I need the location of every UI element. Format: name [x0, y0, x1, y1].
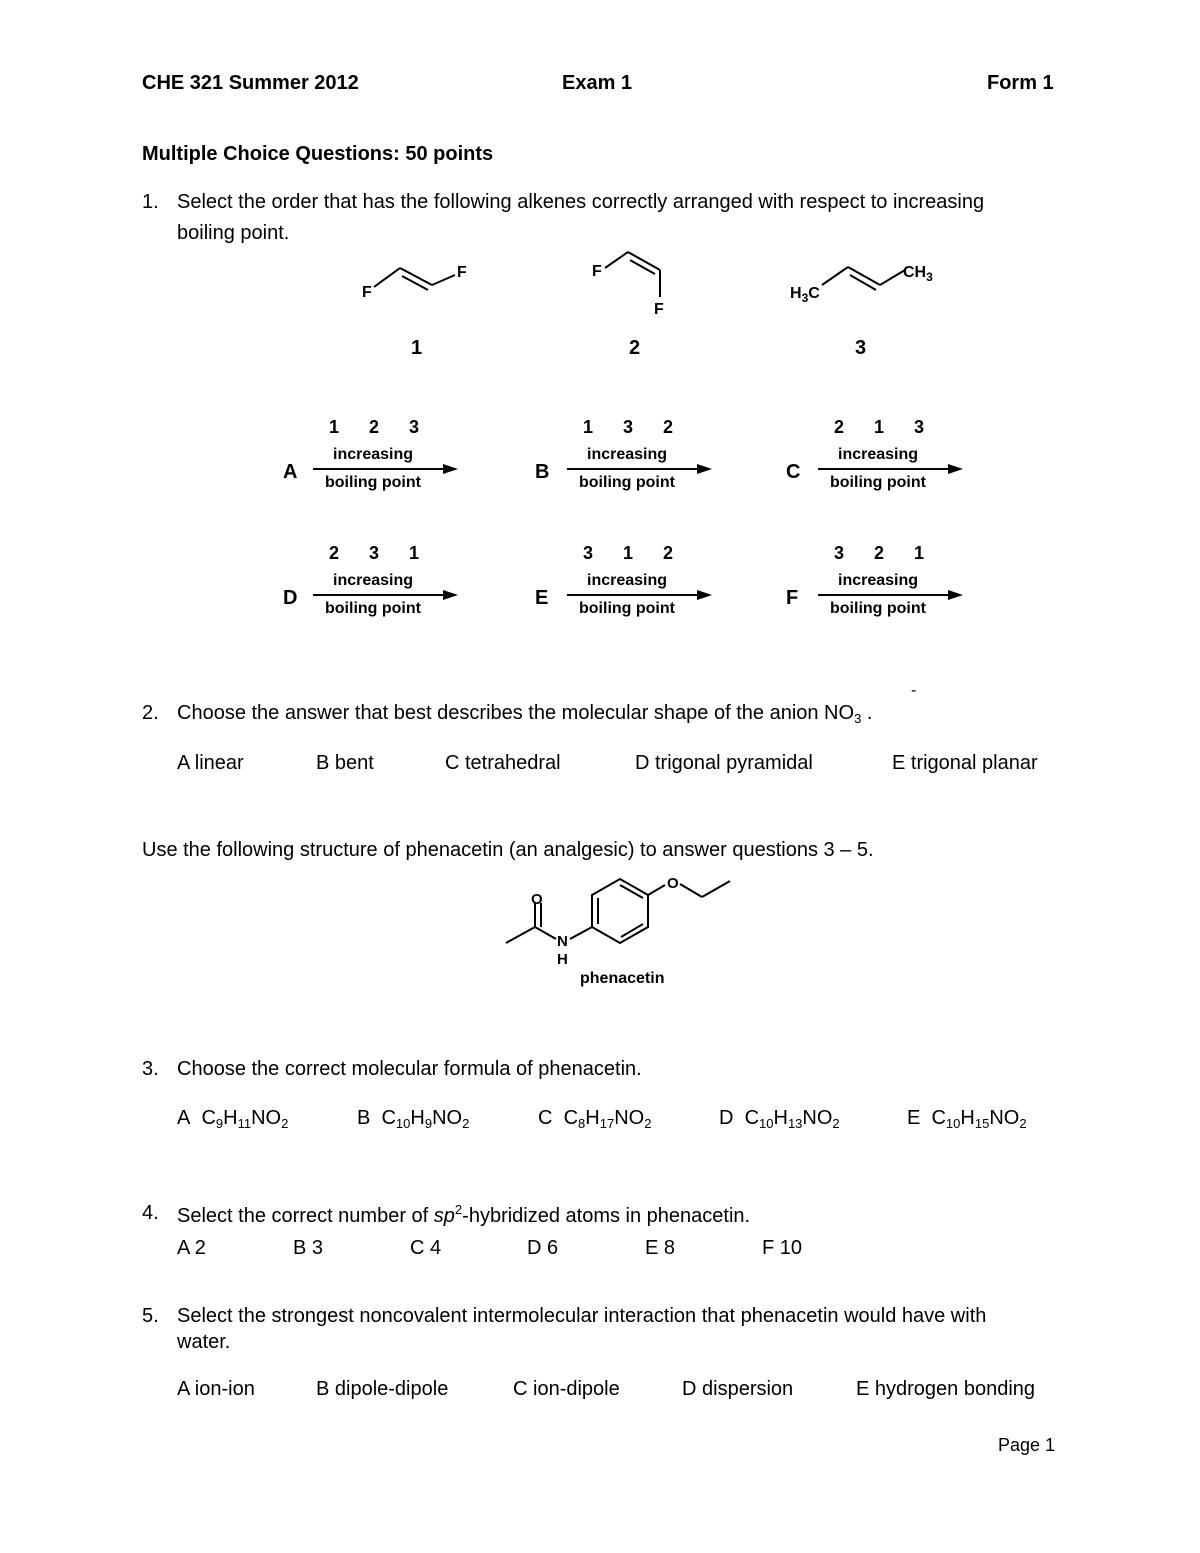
q5-text-line1: Select the strongest noncovalent intermolecular interaction that phenacetin would have with: [177, 1305, 987, 1327]
formula-h-count: 17: [599, 1116, 615, 1131]
order-third: 3: [409, 417, 420, 437]
order-third: 2: [663, 543, 674, 563]
order-first: 1: [329, 417, 340, 437]
phenacetin-atom-o-ether: O: [667, 875, 679, 892]
arrow-label-bottom: boiling point: [579, 600, 675, 617]
molecule-3-atom-ch3: $CH_3$: [903, 264, 933, 284]
formula-h: H: [773, 1107, 788, 1129]
phenacetin-atom-h: H: [557, 951, 568, 968]
q3-option-b[interactable]: [357, 1107, 469, 1131]
q3-option-e[interactable]: [907, 1107, 1027, 1131]
q5-option-e[interactable]: E hydrogen bonding: [856, 1378, 1036, 1400]
q1-option-b[interactable]: [535, 417, 725, 497]
q5-option-d[interactable]: D dispersion: [682, 1378, 794, 1400]
option-letter: C: [786, 461, 801, 483]
q2-text-body: Choose the answer that best describes the molecular shape of the anion NO: [177, 702, 855, 724]
q5-option-b[interactable]: B dipole-dipole: [316, 1378, 449, 1400]
formula-no: NO: [432, 1107, 463, 1129]
q5-text-line2: water.: [177, 1331, 231, 1353]
q4-option-d[interactable]: D 6: [527, 1237, 559, 1259]
q1-option-d[interactable]: [283, 543, 473, 623]
formula-c-count: 10: [759, 1116, 774, 1131]
q4-option-c[interactable]: C 4: [410, 1237, 442, 1259]
q1-option-f[interactable]: [786, 543, 976, 623]
order-second: 2: [369, 417, 380, 437]
order-third: 1: [409, 543, 420, 563]
arrow-label-top: increasing: [587, 572, 668, 589]
order-second: 3: [369, 543, 380, 563]
q4-text-after: -hybridized atoms in phenacetin.: [462, 1205, 751, 1227]
arrow-label-top: increasing: [333, 572, 414, 589]
q4-number: 4.: [142, 1202, 159, 1224]
q2-text-end: .: [861, 702, 873, 724]
formula-o-count: 2: [832, 1116, 840, 1131]
order-second: 1: [874, 417, 885, 437]
formula-c: C: [744, 1107, 760, 1129]
arrow-label-top: increasing: [333, 446, 414, 463]
option-letter: C: [538, 1107, 553, 1129]
phenacetin-atom-o: O: [531, 891, 543, 908]
order-second: 2: [874, 543, 885, 563]
formula-h: H: [410, 1107, 425, 1129]
formula-c-count: 10: [395, 1116, 411, 1131]
molecule-2-atom-f-top: F: [592, 263, 602, 280]
q4-text-before: Select the correct number of: [177, 1205, 434, 1227]
formula-no: NO: [989, 1107, 1020, 1129]
arrow-label-bottom: boiling point: [325, 600, 421, 617]
formula-h: H: [585, 1107, 600, 1129]
q4-superscript: 2: [454, 1202, 463, 1217]
formula-no: NO: [614, 1107, 645, 1129]
order-third: 3: [914, 417, 925, 437]
molecule-2-atom-f-bottom: F: [654, 301, 664, 318]
q2-subscript: 3: [854, 711, 862, 726]
order-second: 1: [623, 543, 634, 563]
q5-number: 5.: [142, 1305, 159, 1327]
order-first: 3: [583, 543, 594, 563]
q3-option-d[interactable]: [719, 1107, 840, 1131]
formula-no: NO: [802, 1107, 833, 1129]
header-course: CHE 321 Summer 2012: [142, 72, 359, 94]
arrow-label-top: increasing: [838, 572, 919, 589]
option-letter: A: [283, 461, 298, 483]
formula-c-count: 9: [215, 1116, 224, 1131]
arrow-label-top: increasing: [838, 446, 919, 463]
formula-h-count: 11: [237, 1116, 252, 1131]
formula-h: H: [223, 1107, 238, 1129]
arrow-label-bottom: boiling point: [830, 474, 926, 491]
formula-c: C: [201, 1107, 216, 1129]
q1-number: 1.: [142, 191, 159, 213]
q1-option-c[interactable]: [786, 417, 976, 497]
order-second: 3: [623, 417, 634, 437]
q3-option-a[interactable]: [177, 1107, 288, 1131]
formula-o-count: 2: [644, 1116, 652, 1131]
formula-h-count: 15: [974, 1116, 990, 1131]
q3-number: 3.: [142, 1058, 159, 1080]
option-letter: A: [177, 1107, 191, 1129]
formula-c-count: 10: [945, 1116, 961, 1131]
q1-molecules: [0, 0, 1200, 360]
q1-text-line2: boiling point.: [177, 222, 290, 244]
q1-option-e[interactable]: [535, 543, 725, 623]
order-first: 1: [583, 417, 594, 437]
q2-number: 2.: [142, 702, 159, 724]
order-third: 1: [914, 543, 925, 563]
formula-o-count: 2: [281, 1116, 289, 1131]
formula-h: H: [960, 1107, 975, 1129]
order-first: 2: [834, 417, 845, 437]
q1-option-a[interactable]: [283, 417, 473, 497]
q4-option-a[interactable]: A 2: [177, 1237, 206, 1259]
phenacetin-label: phenacetin: [580, 970, 665, 987]
header-exam: Exam 1: [562, 72, 633, 94]
arrow-label-bottom: boiling point: [325, 474, 421, 491]
q4-text: [177, 1202, 750, 1228]
option-letter: B: [535, 461, 550, 483]
q2-option-b[interactable]: B bent: [316, 752, 374, 774]
section-title: Multiple Choice Questions: 50 points: [142, 143, 494, 165]
q3-text: Choose the correct molecular formula of phenacetin.: [177, 1058, 642, 1080]
q2-text: [177, 702, 872, 726]
option-letter: F: [786, 587, 799, 609]
option-letter: D: [719, 1107, 734, 1129]
formula-c: C: [931, 1107, 946, 1129]
q2-option-e[interactable]: E trigonal planar: [892, 752, 1038, 774]
q2-charge: -: [911, 682, 917, 699]
q2-option-a[interactable]: A linear: [177, 752, 244, 774]
order-third: 2: [663, 417, 674, 437]
arrow-label-top: increasing: [587, 446, 668, 463]
molecule-1-atom-f-right: F: [457, 264, 467, 281]
molecule-3-atom-h3c: $H_3C$: [790, 285, 820, 305]
q5-option-a[interactable]: A ion-ion: [177, 1378, 255, 1400]
formula-h-count: 13: [787, 1116, 803, 1131]
molecule-1-structure: [362, 264, 467, 301]
page-number: Page 1: [998, 1435, 1056, 1455]
formula-c: C: [381, 1107, 396, 1129]
order-first: 2: [329, 543, 340, 563]
q4-sp: sp: [433, 1205, 455, 1227]
q4-option-f[interactable]: F 10: [762, 1237, 803, 1259]
q1-text-line1: Select the order that has the following alkenes correctly arranged with respect to increasing: [177, 191, 985, 213]
formula-c-count: 8: [578, 1116, 586, 1131]
formula-o-count: 2: [462, 1116, 470, 1131]
phenacetin-atom-n: N: [557, 933, 568, 950]
q5-option-c[interactable]: C ion-dipole: [513, 1378, 620, 1400]
q2-option-d[interactable]: D trigonal pyramidal: [635, 752, 813, 774]
molecule-2-structure: [592, 252, 664, 318]
q4-option-b[interactable]: B 3: [293, 1237, 324, 1259]
formula-no: NO: [251, 1107, 282, 1129]
option-letter: B: [357, 1107, 371, 1129]
molecule-3-structure: [790, 264, 933, 305]
option-letter: D: [283, 587, 298, 609]
molecule-2-label: 2: [629, 337, 641, 359]
header-form: Form 1: [987, 72, 1054, 94]
option-letter: E: [535, 587, 549, 609]
formula-c: C: [563, 1107, 579, 1129]
arrow-label-bottom: boiling point: [830, 600, 926, 617]
formula-h-count: 9: [424, 1116, 433, 1131]
option-letter: E: [907, 1107, 921, 1129]
arrow-label-bottom: boiling point: [579, 474, 675, 491]
molecule-1-atom-f-left: F: [362, 284, 372, 301]
phenacetin-intro: Use the following structure of phenacetin (an analgesic) to answer questions 3 – 5.: [142, 839, 874, 861]
molecule-3-label: 3: [855, 337, 867, 359]
q4-option-e[interactable]: E 8: [645, 1237, 676, 1259]
formula-o-count: 2: [1019, 1116, 1027, 1131]
order-first: 3: [834, 543, 845, 563]
molecule-1-label: 1: [411, 337, 423, 359]
q2-option-c[interactable]: C tetrahedral: [445, 752, 561, 774]
q3-option-c[interactable]: [538, 1107, 651, 1131]
